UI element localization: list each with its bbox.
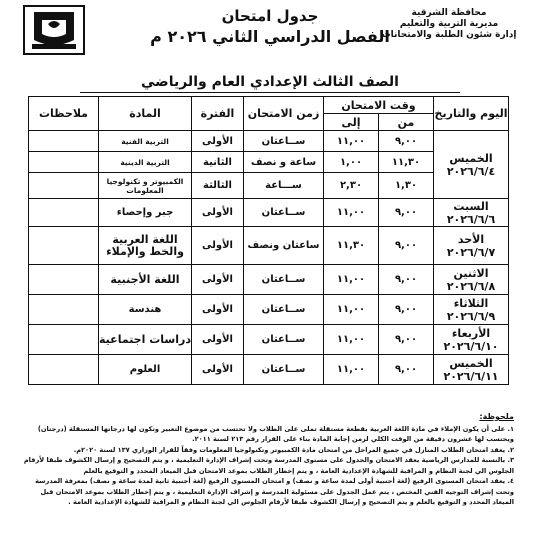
period-cell: الأولى — [192, 355, 244, 385]
end-time-cell: ١,٠٠ — [324, 152, 379, 173]
ministry-logo-icon — [18, 4, 90, 56]
subject-cell: اللغة العربية والخط والإملاء — [99, 227, 192, 265]
notes-cell — [29, 355, 99, 385]
end-time-cell: ٢,٣٠ — [324, 173, 379, 199]
note-item: ٣. بالنسبة للمدارس الرياضية يعقد الامتحان والجدول على مستوى المدرسة وتحت إشراف الإدارة التعليمية ، و يتم التصحيح و إرسال الكشوف طبقا لأرقام الجلوس الي لجنة النظام و المراقبة للشهادة الإعدادية العامة ، و يتم إخطار الطلاب بموعد الامتحان قبل الميعاد المحدد و التوقيع بالعلم — [23, 456, 514, 475]
exam-date: ٢٠٢٦/٦/١٠ — [443, 339, 499, 353]
notes-cell — [29, 325, 99, 355]
day-date-cell — [434, 131, 509, 199]
header-duration: زمن الامتحان — [244, 97, 324, 131]
period-cell: الثانية — [192, 152, 244, 173]
period-cell: الأولى — [192, 131, 244, 152]
day-name: الثلاثاء — [453, 296, 489, 310]
start-time-cell: ٩,٠٠ — [379, 355, 434, 385]
end-time-cell: ١١,٠٠ — [324, 265, 379, 295]
notes-cell — [29, 295, 99, 325]
notes-cell — [29, 173, 99, 199]
start-time-cell: ٩,٠٠ — [379, 199, 434, 227]
header-from: من — [379, 114, 434, 131]
subject-cell: هندسة — [99, 295, 192, 325]
start-time-cell: ١,٣٠ — [379, 173, 434, 199]
page-title: جدول امتحان — [221, 7, 319, 25]
exam-date: ٢٠٢٦/٦/١١ — [443, 369, 499, 383]
notes-title: ملحوظة: — [479, 412, 514, 421]
header-subject: المادة — [99, 97, 192, 131]
notes-cell — [29, 131, 99, 152]
day-name: الاثنين — [453, 266, 489, 280]
day-date-cell — [434, 325, 509, 355]
exam-schedule-table — [28, 96, 509, 385]
start-time-cell: ٩,٠٠ — [379, 265, 434, 295]
duration-cell: ســـاعة — [244, 173, 324, 199]
directorate-line: مديرية التربية والتعليم — [399, 19, 499, 29]
exam-row — [29, 355, 509, 385]
day-date-cell — [434, 265, 509, 295]
notes-cell — [29, 199, 99, 227]
exam-date: ٢٠٢٦/٦/٤ — [446, 164, 496, 178]
subject-cell: جبر وإحصاء — [99, 199, 192, 227]
period-cell: الأولى — [192, 265, 244, 295]
duration-cell: ســاعتان — [244, 199, 324, 227]
page-subtitle: الفصل الدراسي الثاني ٢٠٢٦ م — [150, 27, 390, 46]
duration-cell: ســاعتان — [244, 265, 324, 295]
exam-row — [29, 295, 509, 325]
governorate-line: محافظة الشرقية — [411, 8, 487, 18]
start-time-cell: ٩,٠٠ — [379, 227, 434, 265]
header-row — [29, 97, 509, 114]
exam-row — [29, 131, 509, 152]
day-name: الخميس — [449, 356, 493, 370]
exam-row — [29, 199, 509, 227]
start-time-cell: ١١,٣٠ — [379, 152, 434, 173]
notes-cell — [29, 152, 99, 173]
grade-title: الصف الثالث الإعدادي العام والرياضي — [80, 74, 460, 93]
duration-cell: ســاعتان — [244, 131, 324, 152]
note-item: ١. على أن يكون الإملاء في مادة اللغة العربية بقطعة مستقلة تملى على الطلاب ولا تحتسب من موضوع التعبير وتكون لها درجاتها المستقلة (درجتان) ويحتسب لها عشرون دقيقة من الوقت الكلي لزمن إجابة المادة بناء على القرار رقم ٢١٣ لسنة ٢٠١١. — [37, 424, 514, 443]
exam-date: ٢٠٢٦/٦/٧ — [446, 245, 496, 259]
header-to: إلى — [324, 114, 379, 131]
day-date-cell — [434, 355, 509, 385]
header-day-date: اليوم والتاريخ — [434, 97, 509, 131]
end-time-cell: ١١,٣٠ — [324, 227, 379, 265]
subject-cell: العلوم — [99, 355, 192, 385]
subject-cell: الكمبيوتر و تكنولوجيا المعلومات — [99, 173, 192, 199]
notes-cell — [29, 265, 99, 295]
issuing-authority — [374, 8, 524, 41]
day-name: الأحد — [457, 232, 485, 246]
duration-cell: ســاعتان — [244, 295, 324, 325]
exam-row — [29, 227, 509, 265]
note-item: ٢. يعقد امتحان الطلاب المنازل في جميع المراحل من امتحان مادة الكمبيوتر وتكنولوجيا المعلومات وفقاً للقرار الوزاري ١٣٧ لسنة ٢٠٢٠م. — [73, 445, 514, 454]
period-cell: الثالثة — [192, 173, 244, 199]
duration-cell: ساعة و نصف — [244, 152, 324, 173]
note-item: ٤. يعقد امتحان المستوى الرفيع (لغة أجنبية أولى لمدة ساعة و نصف) و امتحان المستوى الرفيع (لغة أجنبية ثانية لمدة ساعة و نصف) بمعرفة المدرسة وتحت إشراف التوجيه الفني المختص ، يتم عمل الجدول على مسئولية المدرسة و إشراف الإدارة التعليمية ، و يتم إخطار الطلاب بموعد الامتحان قبل الميعاد المحدد و التوقيع بالعلم و يتم التصحيح و إرسال الكشوف طبقا لأرقام الجلوس الي لجنة النظام و المراقبة للشهادة الإعدادية العامة . — [35, 477, 514, 506]
exam-row — [29, 265, 509, 295]
duration-cell: ساعتان ونصف — [244, 227, 324, 265]
day-name: الخميس — [449, 151, 493, 165]
document-heading — [150, 6, 390, 48]
end-time-cell: ١١,٠٠ — [324, 199, 379, 227]
day-date-cell — [434, 199, 509, 227]
day-date-cell — [434, 227, 509, 265]
subject-cell: اللغة الأجنبية — [99, 265, 192, 295]
end-time-cell: ١١,٠٠ — [324, 325, 379, 355]
header-notes: ملاحظات — [29, 97, 99, 131]
end-time-cell: ١١,٠٠ — [324, 131, 379, 152]
duration-cell: ســاعتان — [244, 355, 324, 385]
day-name: السبت — [453, 199, 489, 213]
notes-section — [20, 412, 514, 508]
notes-cell — [29, 227, 99, 265]
department-line: إدارة شئون الطلبة والامتحانات — [381, 30, 517, 40]
end-time-cell: ١١,٠٠ — [324, 295, 379, 325]
start-time-cell: ٩,٠٠ — [379, 131, 434, 152]
subject-cell: التربية الفنية — [99, 131, 192, 152]
header-exam-time: وقت الامتحان — [324, 97, 434, 114]
period-cell: الأولى — [192, 295, 244, 325]
end-time-cell: ١١,٠٠ — [324, 355, 379, 385]
period-cell: الأولى — [192, 227, 244, 265]
header-period: الفترة — [192, 97, 244, 131]
exam-date: ٢٠٢٦/٦/٨ — [446, 279, 496, 293]
day-name: الأربعاء — [451, 326, 491, 340]
period-cell: الأولى — [192, 325, 244, 355]
start-time-cell: ٩,٠٠ — [379, 325, 434, 355]
exam-date: ٢٠٢٦/٦/٩ — [446, 309, 496, 323]
subject-cell: التربية الدينية — [99, 152, 192, 173]
period-cell: الأولى — [192, 199, 244, 227]
start-time-cell: ٩,٠٠ — [379, 295, 434, 325]
day-date-cell — [434, 295, 509, 325]
exam-date: ٢٠٢٦/٦/٦ — [446, 212, 496, 226]
subject-cell: دراسات اجتماعية — [99, 325, 192, 355]
duration-cell: ســاعتان — [244, 325, 324, 355]
exam-row — [29, 325, 509, 355]
